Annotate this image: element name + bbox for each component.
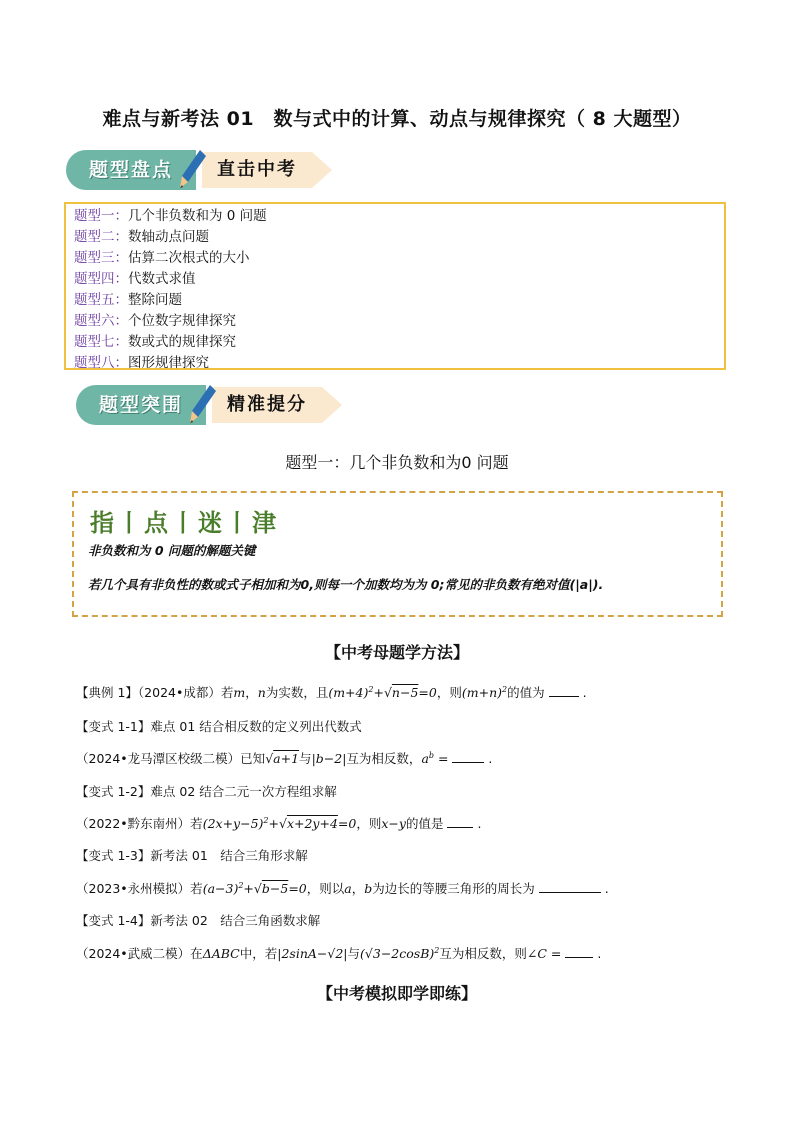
tips-box <box>72 491 723 617</box>
answer-blank[interactable] <box>549 684 579 697</box>
banner-arrow <box>312 152 332 188</box>
banner-type-overview <box>66 150 336 194</box>
page-title: 难点与新考法 01 数与式中的计算、动点与规律探究（ 8 大题型） <box>102 108 692 130</box>
list-item: 题型八：图形规律探究 <box>74 355 209 371</box>
variant-1-4-heading: 【变式 1-4】新考法 02 结合三角函数求解 <box>76 913 321 928</box>
answer-blank[interactable] <box>447 815 473 828</box>
banner-left-label: 题型突围 <box>76 385 206 425</box>
method-heading: 【中考母题学方法】 <box>324 643 469 662</box>
practice-heading: 【中考模拟即学即练】 <box>316 984 477 1003</box>
variant-1-1: （2024•龙马潭区校级二模）已知√a+1与|b−2|互为相反数，$a^b$ = . <box>76 750 493 766</box>
list-item: 题型五：整除问题 <box>74 292 182 308</box>
variant-1-2: （2022•黔东南州）若$(2x+y-5)^2+√x+2y+4=0$，则x−y的值是 . <box>76 815 482 831</box>
tips-line2: 若几个具有非负性的数或式子相加和为0,则每一个加数均为为 0;常见的非负数有绝对值(|a|). <box>88 577 604 592</box>
banner-right-label: 精准提分 <box>212 387 322 423</box>
variant-1-1-heading: 【变式 1-1】难点 01 结合相反数的定义列出代数式 <box>76 719 362 734</box>
example-1: 【典例 1】（2024•成都）若m，n为实数，且$(m+4)^2+√n-5=0$，则$(m+n)^2$的值为 . <box>76 684 587 700</box>
tips-line1: 非负数和为 0 问题的解题关键 <box>88 543 256 558</box>
pen-icon <box>178 148 208 192</box>
answer-blank[interactable] <box>539 880 601 893</box>
variant-1-4: （2024•武威二模）在ΔABC中，若|2sinA−√2|与$(√3-2\cos B)^2$互为相反数，则∠C = . <box>76 945 602 961</box>
answer-blank[interactable] <box>565 945 593 958</box>
list-item: 题型四：代数式求值 <box>74 271 196 287</box>
banner-arrow <box>322 387 342 423</box>
list-item: 题型二：数轴动点问题 <box>74 229 209 245</box>
list-item: 题型六：个位数字规律探究 <box>74 313 236 329</box>
pen-icon <box>188 383 218 427</box>
banner-right-label: 直击中考 <box>202 152 312 188</box>
answer-blank[interactable] <box>452 750 484 763</box>
variant-1-3-heading: 【变式 1-3】新考法 01 结合三角形求解 <box>76 848 308 863</box>
tips-title: 指丨点丨迷丨津 <box>90 509 279 537</box>
type-list <box>64 202 726 370</box>
banner-breakthrough <box>76 385 346 429</box>
variant-1-2-heading: 【变式 1-2】难点 02 结合二元一次方程组求解 <box>76 784 337 799</box>
list-item: 题型一：几个非负数和为 0 问题 <box>74 208 267 224</box>
list-item: 题型七：数或式的规律探究 <box>74 334 236 350</box>
section-heading: 题型一：几个非负数和为0 问题 <box>285 453 509 472</box>
banner-left-label: 题型盘点 <box>66 150 196 190</box>
list-item: 题型三：估算二次根式的大小 <box>74 250 250 266</box>
variant-1-3: （2023•永州模拟）若$(a-3)^2+√b-5=0$，则以a，b为边长的等腰三角形的周长为 . <box>76 880 609 896</box>
